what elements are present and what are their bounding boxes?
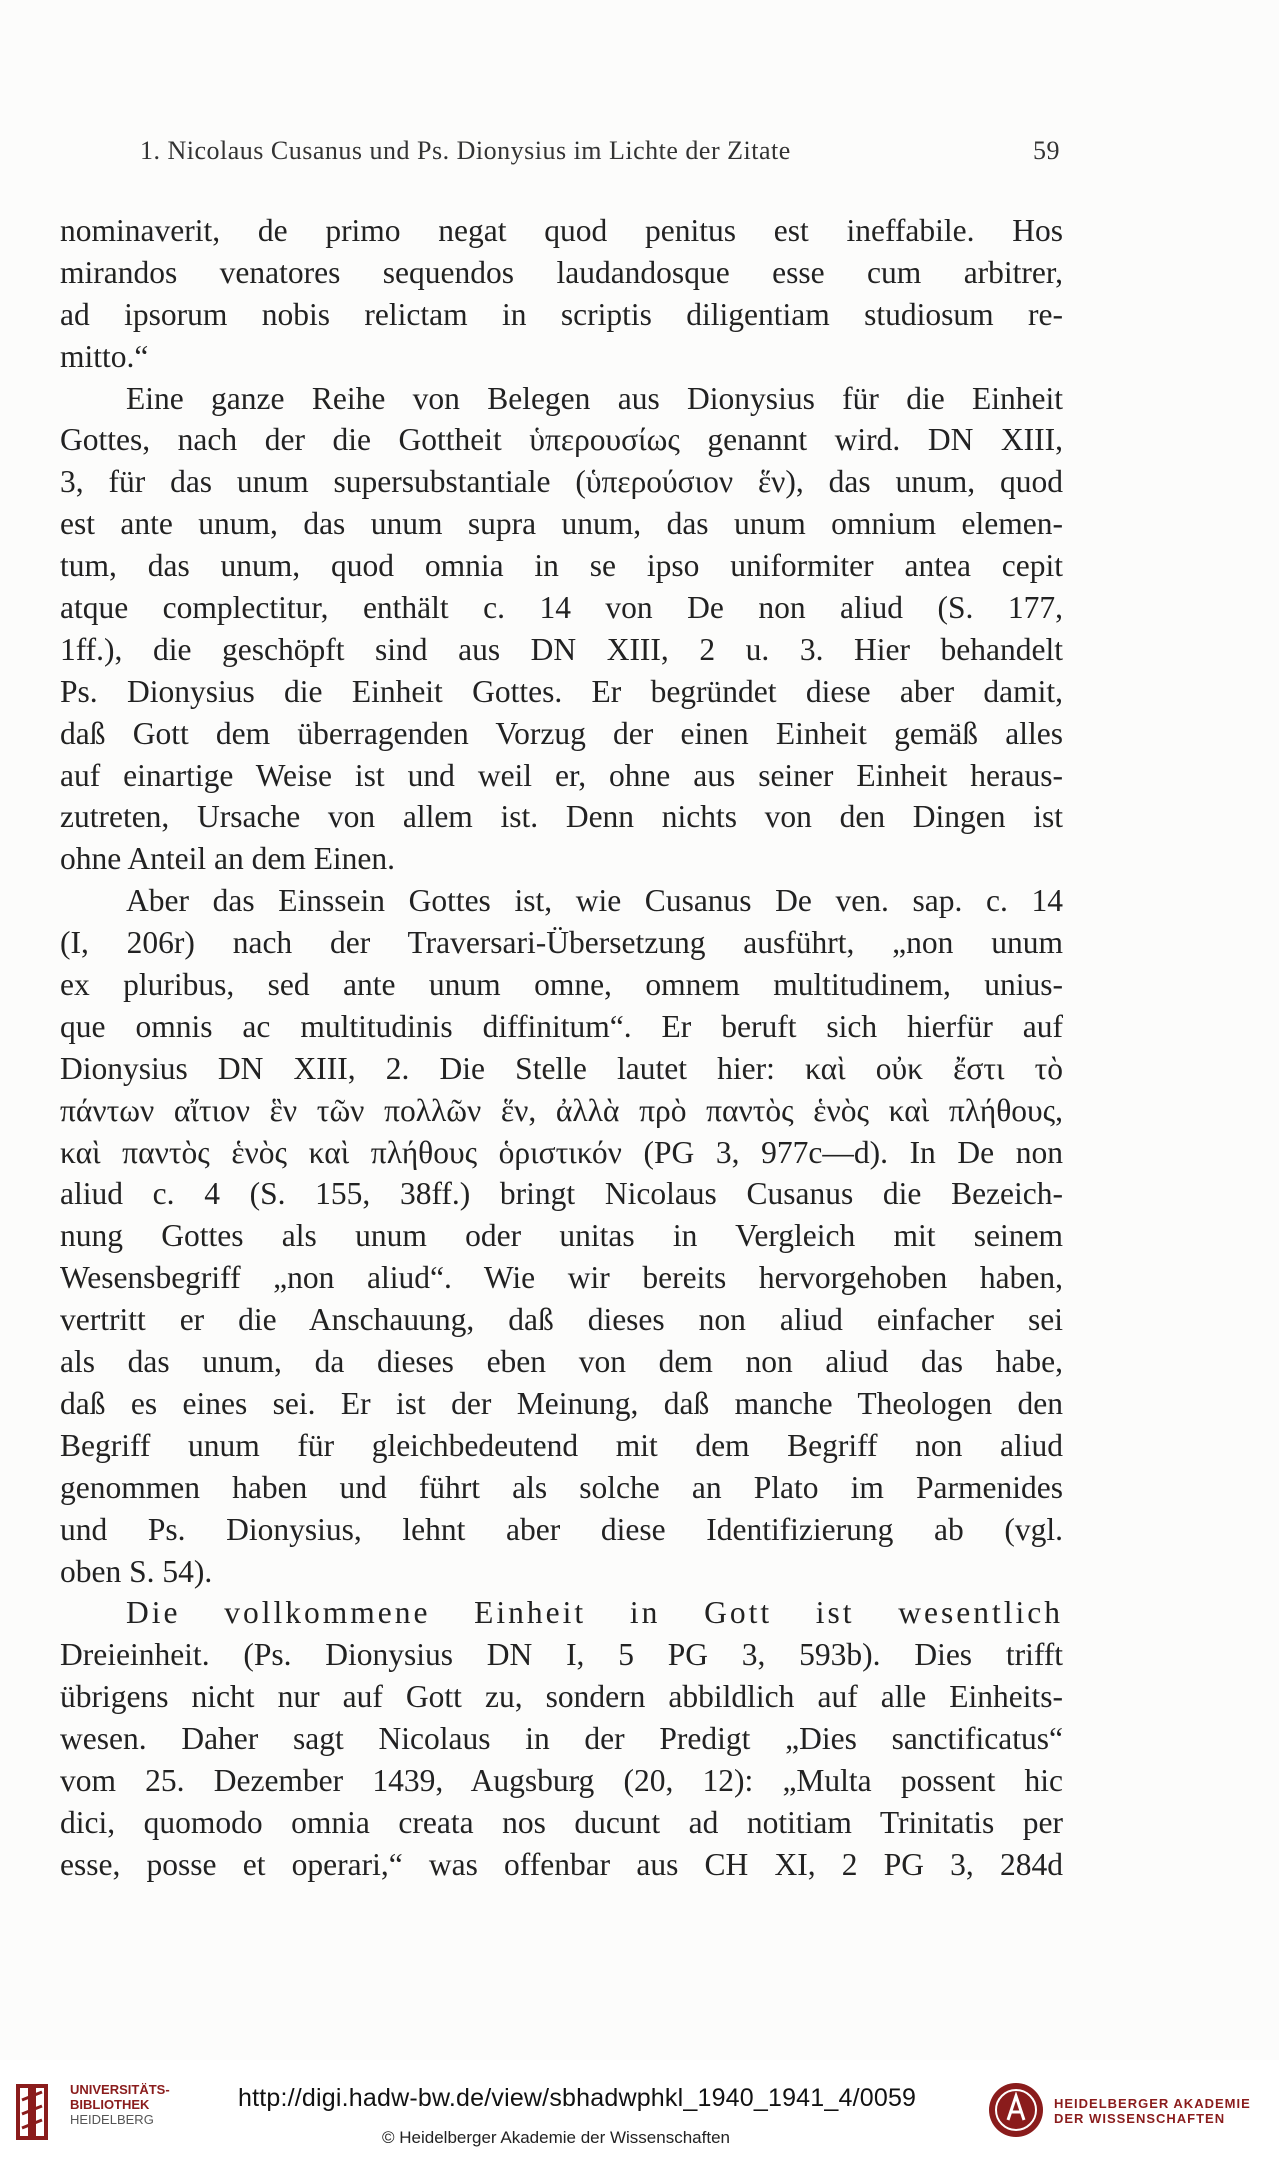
library-line-2: BIBLIOTHEK xyxy=(70,2097,150,2112)
text-line: Wesensbegriff „non aliud“. Wie wir bereits hervorgehoben haben, xyxy=(60,1260,1063,1296)
text-line: est ante unum, das unum supra unum, das unum omnium elemen- xyxy=(60,506,1063,542)
library-name xyxy=(70,2082,170,2127)
text-line: καὶ παντὸς ἑνὸς καὶ πλήθους ὁριστικόν (PG 3, 977c—d). In De non xyxy=(60,1134,1063,1170)
text-line: Begriff unum für gleichbedeutend mit dem Begriff non aliud xyxy=(60,1427,1063,1463)
text-line: Eine ganze Reihe von Belegen aus Dionysius für die Einheit xyxy=(126,380,1063,416)
text-line: tum, das unum, quod omnia in se ipso uniformiter antea cepit xyxy=(60,548,1063,584)
text-line: Aber das Einssein Gottes ist, wie Cusanus De ven. sap. c. 14 xyxy=(126,883,1063,919)
academy-name xyxy=(1054,2096,1251,2126)
text-line: und Ps. Dionysius, lehnt aber diese Identifizierung ab (vgl. xyxy=(60,1511,1063,1547)
body-text xyxy=(60,210,1063,1886)
text-line: Dreieinheit. (Ps. Dionysius DN I, 5 PG 3, 593b). Dies trifft xyxy=(60,1637,1063,1673)
text-line: Dionysius DN XIII, 2. Die Stelle lautet hier: καὶ οὐκ ἔστι τὸ xyxy=(60,1050,1063,1086)
text-line: Die vollkommene Einheit in Gott ist wesentlich xyxy=(126,1595,1063,1631)
text-line: que omnis ac multitudinis diffinitum“. Er beruft sich hierfür auf xyxy=(60,1008,1063,1044)
footer-bar xyxy=(0,2060,1279,2160)
library-line-1: UNIVERSITÄTS- xyxy=(70,2082,170,2097)
text-line: 1ff.), die geschöpft sind aus DN XIII, 2 u. 3. Hier behandelt xyxy=(60,631,1063,667)
text-line: daß Gott dem überragenden Vorzug der einen Einheit gemäß alles xyxy=(60,715,1063,751)
academy-seal-icon xyxy=(986,2080,1046,2140)
text-line: Ps. Dionysius die Einheit Gottes. Er begründet diese aber damit, xyxy=(60,673,1063,709)
text-line: zutreten, Ursache von allem ist. Denn nichts von den Dingen ist xyxy=(60,799,1063,835)
text-line: mitto.“ xyxy=(60,338,149,374)
academy-line-2: DER WISSENSCHAFTEN xyxy=(1054,2111,1226,2126)
text-line: daß es eines sei. Er ist der Meinung, daß manche Theologen den xyxy=(60,1385,1063,1421)
text-line: (I, 206r) nach der Traversari-Übersetzung ausführt, „non unum xyxy=(60,925,1063,961)
text-line: übrigens nicht nur auf Gott zu, sondern abbildlich auf alle Einheits- xyxy=(60,1679,1063,1715)
text-line: nominaverit, de primo negat quod penitus est ineffabile. Hos xyxy=(60,213,1063,248)
text-line: nung Gottes als unum oder unitas in Vergleich mit seinem xyxy=(60,1218,1063,1254)
library-line-3: HEIDELBERG xyxy=(70,2112,154,2127)
text-line: πάντων αἴτιον ἓν τῶν πολλῶν ἕν, ἀλλὰ πρὸ παντὸς ἑνὸς καὶ πλήθους, xyxy=(60,1092,1063,1128)
text-line: ohne Anteil an dem Einen. xyxy=(60,841,396,877)
text-line: genommen haben und führt als solche an Plato im Parmenides xyxy=(60,1469,1063,1505)
source-url-link[interactable]: http://digi.hadw-bw.de/view/sbhadwphkl_1940_1941_4/0059 xyxy=(238,2084,917,2112)
text-line: ad ipsorum nobis relictam in scriptis diligentiam studiosum re- xyxy=(60,296,1063,332)
text-line: 3, für das unum supersubstantiale (ὑπερούσιον ἕν), das unum, quod xyxy=(60,464,1063,500)
running-title: 1. Nicolaus Cusanus und Ps. Dionysius im Lichte der Zitate xyxy=(140,136,791,165)
text-line: vertritt er die Anschauung, daß dieses non aliud einfacher sei xyxy=(60,1302,1063,1338)
text-line: wesen. Daher sagt Nicolaus in der Predigt „Dies sanctificatus“ xyxy=(60,1721,1063,1757)
academy-line-1: HEIDELBERGER AKADEMIE xyxy=(1054,2096,1251,2111)
text-line: esse, posse et operari,“ was offenbar aus CH XI, 2 PG 3, 284d xyxy=(60,1846,1063,1882)
text-line: ex pluribus, sed ante unum omne, omnem multitudinem, unius- xyxy=(60,967,1063,1003)
text-line: oben S. 54). xyxy=(60,1553,213,1589)
copyright-notice: © Heidelberger Akademie der Wissenschaften xyxy=(382,2128,730,2147)
text-line: mirandos venatores sequendos laudandosque esse cum arbitrer, xyxy=(60,254,1063,290)
text-line: Gottes, nach der die Gottheit ὑπερουσίως genannt wird. DN XIII, xyxy=(60,422,1063,458)
text-line: auf einartige Weise ist und weil er, ohne aus seiner Einheit heraus- xyxy=(60,757,1063,793)
page-number: 59 xyxy=(1033,136,1060,165)
text-line: als das unum, da dieses eben von dem non aliud das habe, xyxy=(60,1344,1063,1380)
university-library-logo-icon xyxy=(14,2080,58,2144)
text-line: vom 25. Dezember 1439, Augsburg (20, 12): „Multa possent hic xyxy=(60,1762,1063,1798)
text-line: aliud c. 4 (S. 155, 38ff.) bringt Nicolaus Cusanus die Bezeich- xyxy=(60,1176,1063,1212)
text-line: atque complectitur, enthält c. 14 von De non aliud (S. 177, xyxy=(60,590,1063,626)
text-line: dici, quomodo omnia creata nos ducunt ad notitiam Trinitatis per xyxy=(60,1804,1063,1840)
